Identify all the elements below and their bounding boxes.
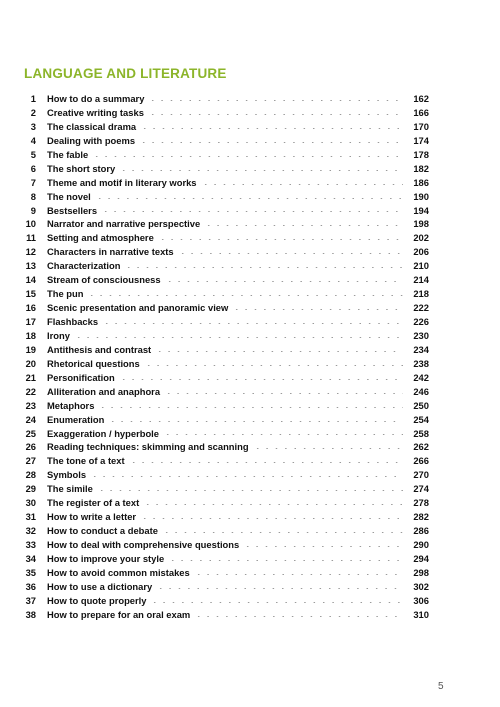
toc-entry-page: 214 — [413, 274, 429, 286]
toc-entry-page: 294 — [413, 552, 429, 564]
toc-entry — [20, 92, 429, 106]
toc-entry-page: 202 — [413, 232, 429, 244]
toc-entry-number: 11 — [26, 232, 36, 244]
toc-entry-title: Antithesis and contrast — [47, 343, 152, 355]
toc-entry-number: 12 — [25, 246, 36, 258]
toc-entry-page: 166 — [413, 106, 429, 118]
dot-leader — [194, 616, 403, 617]
toc-entry-page: 302 — [413, 580, 429, 592]
toc-entry-number: 26 — [25, 441, 36, 453]
toc-entry — [20, 454, 429, 468]
toc-entry-page: 306 — [413, 594, 429, 606]
toc-entry-number: 9 — [30, 204, 36, 216]
toc-entry-title: Narrator and narrative perspective — [47, 218, 201, 230]
toc-entry — [20, 510, 429, 524]
toc-entry — [20, 134, 429, 148]
toc-entry — [20, 385, 429, 399]
toc-entry-page: 198 — [413, 218, 429, 230]
toc-entry — [20, 608, 429, 622]
toc-entry-page: 238 — [413, 357, 429, 369]
toc-entry-title: How to write a letter — [47, 511, 137, 523]
toc-entry-title: How to conduct a debate — [47, 525, 158, 537]
toc-entry — [20, 315, 429, 329]
dot-leader — [95, 198, 403, 199]
toc-entry-number: 31 — [25, 511, 36, 523]
toc-entry-page: 218 — [413, 288, 429, 300]
toc-entry-number: 34 — [25, 552, 36, 564]
dot-leader — [102, 323, 403, 324]
toc-entry — [20, 357, 429, 371]
toc-entry-page: 298 — [413, 566, 429, 578]
toc-entry-title: How to improve your style — [47, 552, 165, 564]
toc-entry — [20, 329, 429, 343]
dot-leader — [163, 434, 403, 435]
toc-entry-title: How to do a summary — [47, 93, 145, 104]
toc-entry-title: Theme and motif in literary works — [47, 176, 197, 188]
toc-entry-page: 210 — [413, 260, 429, 272]
toc-entry-page: 262 — [413, 441, 429, 453]
toc-entry-title: How to quote properly — [47, 594, 147, 606]
toc-entry-title: Dealing with poems — [47, 134, 136, 146]
toc-entry-number: 19 — [25, 343, 36, 355]
toc-entry — [20, 301, 429, 315]
toc-entry-title: Symbols — [47, 469, 87, 481]
toc-entry-title: The fable — [47, 148, 89, 160]
toc-entry-number: 24 — [25, 413, 36, 425]
toc-entry-number: 23 — [25, 399, 36, 411]
dot-leader — [164, 393, 403, 394]
toc-entry — [20, 440, 429, 454]
toc-entry — [20, 371, 429, 385]
toc-entry-number: 25 — [25, 427, 36, 439]
toc-entry-page: 226 — [413, 316, 429, 327]
toc-entry-number: 38 — [25, 608, 36, 620]
dot-leader — [119, 379, 403, 380]
toc-entry-page: 274 — [413, 483, 429, 495]
dot-leader — [144, 365, 403, 366]
toc-entry — [20, 106, 429, 120]
toc-entry-title: Personification — [47, 371, 115, 383]
dot-leader — [156, 588, 403, 589]
toc-entry — [20, 594, 429, 608]
toc-entry-number: 22 — [25, 385, 36, 397]
toc-entry-page: 182 — [413, 162, 429, 174]
dot-leader — [204, 225, 403, 226]
dot-leader — [101, 211, 403, 212]
toc-entry-page: 242 — [413, 371, 429, 383]
toc-entry-number: 3 — [30, 120, 36, 132]
toc-entry-page: 178 — [413, 148, 429, 160]
toc-entry — [20, 580, 429, 594]
toc-entry-number: 35 — [25, 566, 36, 578]
toc-entry — [20, 176, 429, 190]
toc-entry — [20, 120, 429, 134]
toc-entry — [20, 468, 429, 482]
dot-leader — [90, 476, 403, 477]
toc-entry-number: 6 — [30, 162, 36, 174]
table-of-contents — [20, 92, 429, 622]
dot-leader — [162, 532, 403, 533]
toc-entry-number: 2 — [30, 106, 36, 118]
page-number: 5 — [438, 681, 444, 692]
toc-entry-page: 222 — [413, 302, 429, 314]
toc-entry — [20, 217, 429, 231]
toc-entry-title: Enumeration — [47, 413, 105, 425]
toc-entry-number: 8 — [30, 190, 36, 202]
dot-leader — [168, 560, 403, 561]
dot-leader — [124, 267, 403, 268]
toc-entry — [20, 538, 429, 552]
toc-entry-title: Rhetorical questions — [47, 357, 140, 369]
toc-entry-title: Exaggeration / hyperbole — [47, 427, 160, 439]
dot-leader — [194, 574, 403, 575]
dot-leader — [97, 490, 403, 491]
toc-entry-number: 17 — [25, 316, 36, 327]
toc-entry — [20, 427, 429, 441]
dot-leader — [108, 421, 403, 422]
toc-entry-page: 234 — [413, 343, 429, 355]
toc-entry-number: 30 — [25, 497, 36, 509]
dot-leader — [243, 546, 403, 547]
toc-entry-title: Creative writing tasks — [47, 106, 144, 118]
toc-entry-page: 170 — [413, 120, 429, 132]
dot-leader — [178, 253, 403, 254]
dot-leader — [150, 602, 403, 603]
toc-entry-number: 16 — [25, 302, 36, 314]
toc-entry-title: The tone of a text — [47, 455, 125, 467]
dot-leader — [232, 309, 403, 310]
toc-entry-page: 270 — [413, 469, 429, 481]
toc-entry-title: The simile — [47, 483, 93, 495]
toc-entry-number: 4 — [30, 134, 36, 146]
toc-entry-number: 10 — [25, 218, 36, 230]
toc-entry-title: Setting and atmosphere — [47, 232, 154, 244]
toc-entry-number: 5 — [30, 148, 36, 160]
toc-entry — [20, 162, 429, 176]
toc-entry — [20, 231, 429, 245]
dot-leader — [155, 351, 403, 352]
toc-entry-page: 310 — [413, 608, 429, 620]
dot-leader — [148, 100, 403, 101]
toc-entry-title: The register of a text — [47, 497, 140, 509]
toc-entry-number: 33 — [25, 539, 36, 550]
dot-leader — [87, 295, 403, 296]
toc-entry — [20, 399, 429, 413]
toc-entry-page: 266 — [413, 455, 429, 467]
toc-entry-title: How to prepare for an oral exam — [47, 608, 191, 620]
toc-entry-page: 194 — [413, 204, 429, 216]
dot-leader — [140, 128, 403, 129]
dot-leader — [129, 462, 403, 463]
dot-leader — [74, 337, 403, 338]
toc-entry-number: 36 — [25, 580, 36, 592]
dot-leader — [143, 504, 403, 505]
toc-entry-title: Metaphors — [47, 399, 95, 411]
dot-leader — [253, 448, 403, 449]
toc-entry-page: 290 — [413, 539, 429, 550]
toc-entry — [20, 566, 429, 580]
toc-entry — [20, 413, 429, 427]
toc-entry-number: 18 — [25, 329, 36, 341]
toc-entry — [20, 343, 429, 357]
toc-entry — [20, 482, 429, 496]
toc-entry-number: 20 — [25, 357, 36, 369]
toc-entry-page: 246 — [413, 385, 429, 397]
dot-leader — [119, 170, 403, 171]
toc-entry-number: 28 — [25, 469, 36, 481]
toc-entry-page: 282 — [413, 511, 429, 523]
toc-entry — [20, 552, 429, 566]
toc-entry-title: Bestsellers — [47, 204, 98, 216]
toc-entry-page: 230 — [413, 329, 429, 341]
toc-entry-number: 7 — [30, 176, 36, 188]
toc-entry-title: The classical drama — [47, 120, 137, 132]
toc-entry-number: 21 — [25, 371, 36, 383]
toc-entry-number: 32 — [25, 525, 36, 537]
toc-entry-title: How to deal with comprehensive questions — [47, 539, 240, 550]
toc-entry-title: The pun — [47, 288, 84, 300]
toc-entry-title: How to avoid common mistakes — [47, 566, 190, 578]
toc-entry-number: 13 — [25, 260, 36, 272]
toc-entry-number: 14 — [25, 274, 36, 286]
toc-entry-number: 1 — [30, 93, 36, 104]
toc-entry-title: The short story — [47, 162, 116, 174]
toc-entry — [20, 496, 429, 510]
dot-leader — [139, 142, 403, 143]
section-title: LANGUAGE AND LITERATURE — [24, 66, 227, 81]
toc-entry — [20, 287, 429, 301]
toc-entry-title: Stream of consciousness — [47, 274, 161, 286]
toc-entry-number: 29 — [25, 483, 36, 495]
dot-leader — [158, 239, 403, 240]
toc-entry-title: How to use a dictionary — [47, 580, 153, 592]
toc-entry-title: The novel — [47, 190, 91, 202]
toc-entry-page: 250 — [413, 399, 429, 411]
dot-leader — [165, 281, 403, 282]
dot-leader — [201, 184, 403, 185]
toc-entry-title: Alliteration and anaphora — [47, 385, 161, 397]
toc-entry-title: Characterization — [47, 260, 121, 272]
toc-entry — [20, 524, 429, 538]
toc-entry — [20, 204, 429, 218]
toc-entry — [20, 148, 429, 162]
toc-entry-page: 278 — [413, 497, 429, 509]
toc-entry-title: Scenic presentation and panoramic view — [47, 302, 229, 314]
toc-entry-number: 37 — [25, 594, 36, 606]
toc-entry — [20, 273, 429, 287]
dot-leader — [98, 407, 403, 408]
toc-entry-page: 186 — [413, 176, 429, 188]
toc-entry-page: 254 — [413, 413, 429, 425]
dot-leader — [92, 156, 403, 157]
toc-entry-number: 15 — [25, 288, 36, 300]
toc-entry-title: Flashbacks — [47, 316, 99, 327]
toc-entry-title: Characters in narrative texts — [47, 246, 174, 258]
toc-entry-page: 190 — [413, 190, 429, 202]
toc-entry-page: 174 — [413, 134, 429, 146]
dot-leader — [148, 114, 403, 115]
dot-leader — [140, 518, 403, 519]
toc-entry-title: Reading techniques: skimming and scanning — [47, 441, 249, 453]
toc-entry — [20, 259, 429, 273]
toc-entry-page: 286 — [413, 525, 429, 537]
toc-entry-number: 27 — [25, 455, 36, 467]
toc-entry — [20, 190, 429, 204]
toc-entry-page: 162 — [413, 93, 429, 104]
toc-entry-page: 206 — [413, 246, 429, 258]
toc-entry — [20, 245, 429, 259]
toc-entry-page: 258 — [413, 427, 429, 439]
toc-entry-title: Irony — [47, 329, 70, 341]
